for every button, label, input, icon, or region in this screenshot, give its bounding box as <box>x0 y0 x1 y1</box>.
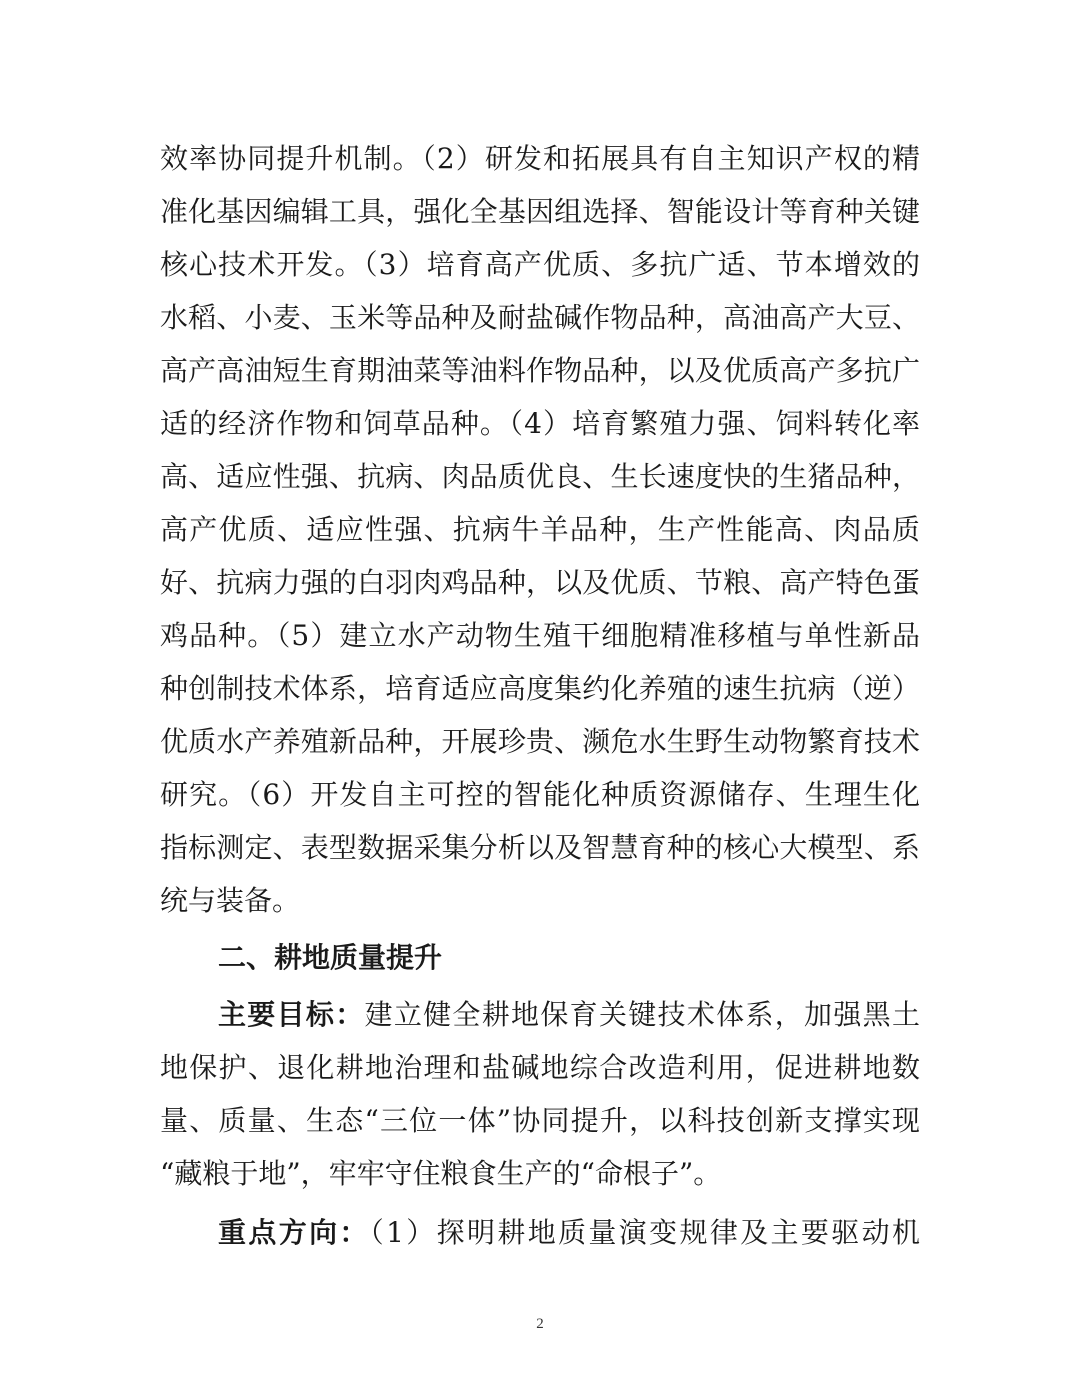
page-number: 2 <box>536 1316 544 1332</box>
paragraph-focus <box>160 1206 920 1259</box>
focus-first-line <box>160 1206 920 1259</box>
goal-first-line <box>160 988 920 1041</box>
goal-label: 主要目标： <box>218 998 365 1031</box>
section-heading: 二、耕地质量提升 <box>218 941 443 974</box>
text-line: 高产高油短生育期油菜等油料作物品种，以及优质高产多抗广 <box>160 354 920 387</box>
goal-first-text: 建立健全耕地保育关键技术体系，加强黑土 <box>364 998 920 1031</box>
text-line: “藏粮于地”，牢牢守住粮食生产的“命根子”。 <box>160 1157 722 1190</box>
text-line: 优质水产养殖新品种，开展珍贵、濒危水生野生动物繁育技术 <box>160 725 920 758</box>
paragraph-breeding <box>160 132 920 927</box>
text-line: 水稻、小麦、玉米等品种及耐盐碱作物品种，高油高产大豆、 <box>160 301 920 334</box>
focus-label: 重点方向： <box>218 1216 370 1249</box>
body-text <box>160 132 920 1259</box>
focus-first-text: （1）探明耕地质量演变规律及主要驱动机 <box>369 1216 920 1249</box>
text-line: 种创制技术体系，培育适应高度集约化养殖的速生抗病（逆） <box>160 672 920 705</box>
text-line: 准化基因编辑工具，强化全基因组选择、智能设计等育种关键 <box>160 195 920 228</box>
text-line: 核心技术开发。（3）培育高产优质、多抗广适、节本增效的 <box>160 248 920 281</box>
text-line: 好、抗病力强的白羽肉鸡品种，以及优质、节粮、高产特色蛋 <box>160 566 920 599</box>
text-line: 统与装备。 <box>160 884 301 917</box>
text-line: 高产优质、适应性强、抗病牛羊品种，生产性能高、肉品质 <box>160 513 920 546</box>
text-line: 效率协同提升机制。（2）研发和拓展具有自主知识产权的精 <box>160 142 920 175</box>
text-line: 适的经济作物和饲草品种。（4）培育繁殖力强、饲料转化率 <box>160 407 920 440</box>
text-line: 研究。（6）开发自主可控的智能化种质资源储存、生理生化 <box>160 778 920 811</box>
paragraph-goal <box>160 988 920 1200</box>
text-line: 指标测定、表型数据采集分析以及智慧育种的核心大模型、系 <box>160 831 920 864</box>
text-line: 地保护、退化耕地治理和盐碱地综合改造利用，促进耕地数 <box>160 1051 920 1084</box>
text-line: 鸡品种。（5）建立水产动物生殖干细胞精准移植与单性新品 <box>160 619 920 652</box>
text-line: 量、质量、生态“三位一体”协同提升，以科技创新支撑实现 <box>160 1104 920 1137</box>
text-line: 高、适应性强、抗病、肉品质优良、生长速度快的生猪品种， <box>160 460 920 493</box>
